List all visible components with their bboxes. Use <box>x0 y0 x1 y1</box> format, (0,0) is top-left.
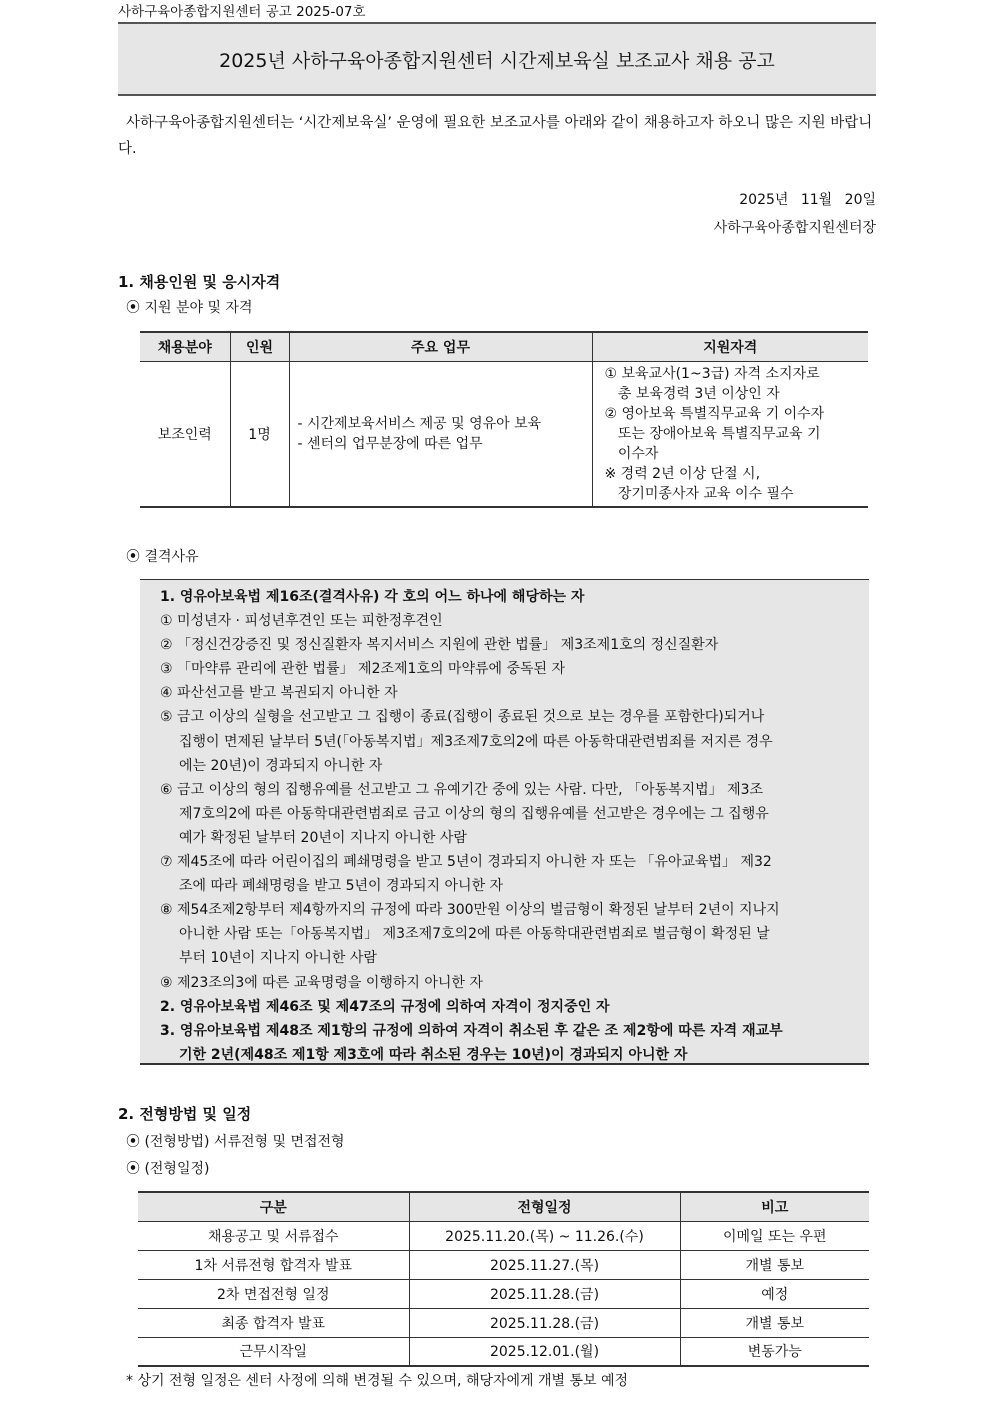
section1-bullet-qualifications: ⦿ 지원 분야 및 자격 <box>126 300 253 316</box>
disqualification-line: ① 미성년자 · 피성년후견인 또는 피한정후견인 <box>160 613 443 630</box>
disqualification-line: 2. 영유아보육법 제46조 및 제47조의 규정에 의하여 자격이 정지중인 자 <box>160 998 610 1015</box>
disqualification-line: 3. 영유아보육법 제48조 제1항의 규정에 의하여 자격이 취소된 후 같은 조 제2항에 따른 자격 재교부 <box>160 1022 783 1039</box>
table-header-row <box>140 332 868 361</box>
table-cell: 이메일 또는 우편 <box>680 1221 869 1250</box>
disqualification-line: ⑧ 제54조제2항부터 제4항까지의 규정에 따라 300만원 이상의 벌금형이 확정된 날부터 2년이 지나지 <box>160 902 780 919</box>
duties-cell <box>289 361 592 507</box>
table-cell: 최종 합격자 발표 <box>138 1308 409 1337</box>
disqualification-line: 기한 2년(제48조 제1항 제3호에 따라 취소된 경우는 10년)이 경과되지 아니한 자 <box>179 1046 688 1063</box>
section1-bullet-disqualifications: ⦿ 결격사유 <box>126 549 199 565</box>
col-header: 주요 업무 <box>289 332 592 361</box>
table-cell: 2025.11.28.(금) <box>409 1279 680 1308</box>
table-row <box>138 1250 869 1279</box>
qualification-line: ※ 경력 2년 이상 단절 시, <box>604 465 761 482</box>
disqualification-line: 제7호의2에 따른 아동학대관련범죄로 금고 이상의 형의 집행유예를 선고받은 경우에는 그 집행유 <box>179 805 769 822</box>
qualification-line: 총 보육경력 3년 이상인 자 <box>604 385 780 402</box>
signatory: 사하구육아종합지원센터장 <box>713 220 876 236</box>
section1-heading: 1. 채용인원 및 응시자격 <box>118 273 281 291</box>
qualifications-cell <box>592 361 868 507</box>
qualification-line: 장기미종사자 교육 이수 필수 <box>604 485 794 502</box>
disqualification-line: ⑦ 제45조에 따라 어린이집의 폐쇄명령을 받고 5년이 경과되지 아니한 자 또는 「유아교육법」 제32 <box>160 854 772 871</box>
disqualification-line: 에는 20년)이 경과되지 아니한 자 <box>179 757 383 774</box>
col-header: 비고 <box>680 1192 869 1221</box>
disqualification-line: 조에 따라 폐쇄명령을 받고 5년이 경과되지 아니한 자 <box>179 878 504 895</box>
col-header: 지원자격 <box>592 332 868 361</box>
table-row <box>138 1308 869 1337</box>
footnote: * 상기 전형 일정은 센터 사정에 의해 변경될 수 있으며, 해당자에게 개별 통보 예정 <box>126 1373 629 1389</box>
disqualification-box <box>140 579 869 1065</box>
table-row <box>138 1221 869 1250</box>
disqualification-line: ④ 파산선고를 받고 복권되지 아니한 자 <box>160 685 398 702</box>
disqualification-line: ⑨ 제23조의3에 따른 교육명령을 이행하지 아니한 자 <box>160 974 483 991</box>
table-cell: 2025.11.20.(목) ~ 11.26.(수) <box>409 1221 680 1250</box>
section2-bullet-schedule: ⦿ (전형일정) <box>126 1161 210 1177</box>
disqualification-line: 예가 확정된 날부터 20년이 지나지 아니한 사람 <box>179 829 467 846</box>
page-title-box <box>118 22 876 96</box>
section2-heading: 2. 전형방법 및 일정 <box>118 1105 252 1123</box>
disqualification-line: 부터 10년이 지나지 아니한 사람 <box>179 950 377 967</box>
section2-bullet-method: ⦿ (전형방법) 서류전형 및 면접전형 <box>126 1134 345 1150</box>
table-cell: 1차 서류전형 합격자 발표 <box>138 1250 409 1279</box>
count-cell: 1명 <box>230 361 289 507</box>
field-cell: 보조인력 <box>140 361 230 507</box>
disqualification-line: 집행이 면제된 날부터 5년(「아동복지법」제3조제7호의2에 따른 아동학대관련범죄를 저지른 경우 <box>179 733 773 750</box>
table-cell: 개별 통보 <box>680 1308 869 1337</box>
disqualification-line: 아니한 사람 또는「아동복지법」 제3조제7호의2에 따른 아동학대관련범죄로 벌금형이 확정된 날 <box>179 926 770 943</box>
disqualification-line: ⑥ 금고 이상의 형의 집행유예를 선고받고 그 유예기간 중에 있는 사람. 다만, 「아동복지법」 제3조 <box>160 781 764 798</box>
table-cell: 2025.12.01.(월) <box>409 1337 680 1366</box>
col-header: 채용분야 <box>140 332 230 361</box>
schedule-table <box>138 1191 869 1367</box>
table-cell: 2차 면접전형 일정 <box>138 1279 409 1308</box>
page-title: 2025년 사하구육아종합지원센터 시간제보육실 보조교사 채용 공고 <box>219 49 775 72</box>
qualification-line: ② 영아보육 특별직무교육 기 이수자 <box>604 405 825 422</box>
disqualification-line: 1. 영유아보육법 제16조(결격사유) 각 호의 어느 하나에 해당하는 자 <box>160 589 585 605</box>
notice-date: 2025년 11월 20일 <box>739 192 876 208</box>
col-header: 전형일정 <box>409 1192 680 1221</box>
col-header: 인원 <box>230 332 289 361</box>
table-row <box>138 1279 869 1308</box>
intro-paragraph: 사하구육아종합지원센터는 ‘시간제보육실’ 운영에 필요한 보조교사를 아래와 같이 채용하고자 하오니 많은 지원 바랍니다. <box>118 115 873 157</box>
notice-number: 사하구육아종합지원센터 공고 2025-07호 <box>118 4 366 20</box>
table-row <box>138 1337 869 1366</box>
table-cell: 2025.11.28.(금) <box>409 1308 680 1337</box>
table-row <box>140 361 868 507</box>
qualification-table <box>140 331 868 508</box>
duty-line: - 시간제보육서비스 제공 및 영유아 보육 <box>297 415 542 432</box>
table-cell: 변동가능 <box>680 1337 869 1366</box>
col-header: 구분 <box>138 1192 409 1221</box>
duty-line: - 센터의 업무분장에 따른 업무 <box>297 435 483 452</box>
qualification-line: 이수자 <box>604 445 659 462</box>
disqualification-line: ⑤ 금고 이상의 실형을 선고받고 그 집행이 종료(집행이 종료된 것으로 보는 경우를 포함한다)되거나 <box>160 709 765 726</box>
table-cell: 근무시작일 <box>138 1337 409 1366</box>
table-cell: 예정 <box>680 1279 869 1308</box>
disqualification-line: ② 「정신건강증진 및 정신질환자 복지서비스 지원에 관한 법률」 제3조제1호의 정신질환자 <box>160 637 719 654</box>
qualification-line: 또는 장애아보육 특별직무교육 기 <box>604 425 821 442</box>
qualification-line: ① 보육교사(1~3급) 자격 소지자로 <box>604 365 820 382</box>
table-header-row <box>138 1192 869 1221</box>
table-cell: 채용공고 및 서류접수 <box>138 1221 409 1250</box>
disqualification-line: ③ 「마약류 관리에 관한 법률」 제2조제1호의 마약류에 중독된 자 <box>160 661 566 678</box>
table-cell: 개별 통보 <box>680 1250 869 1279</box>
table-cell: 2025.11.27.(목) <box>409 1250 680 1279</box>
